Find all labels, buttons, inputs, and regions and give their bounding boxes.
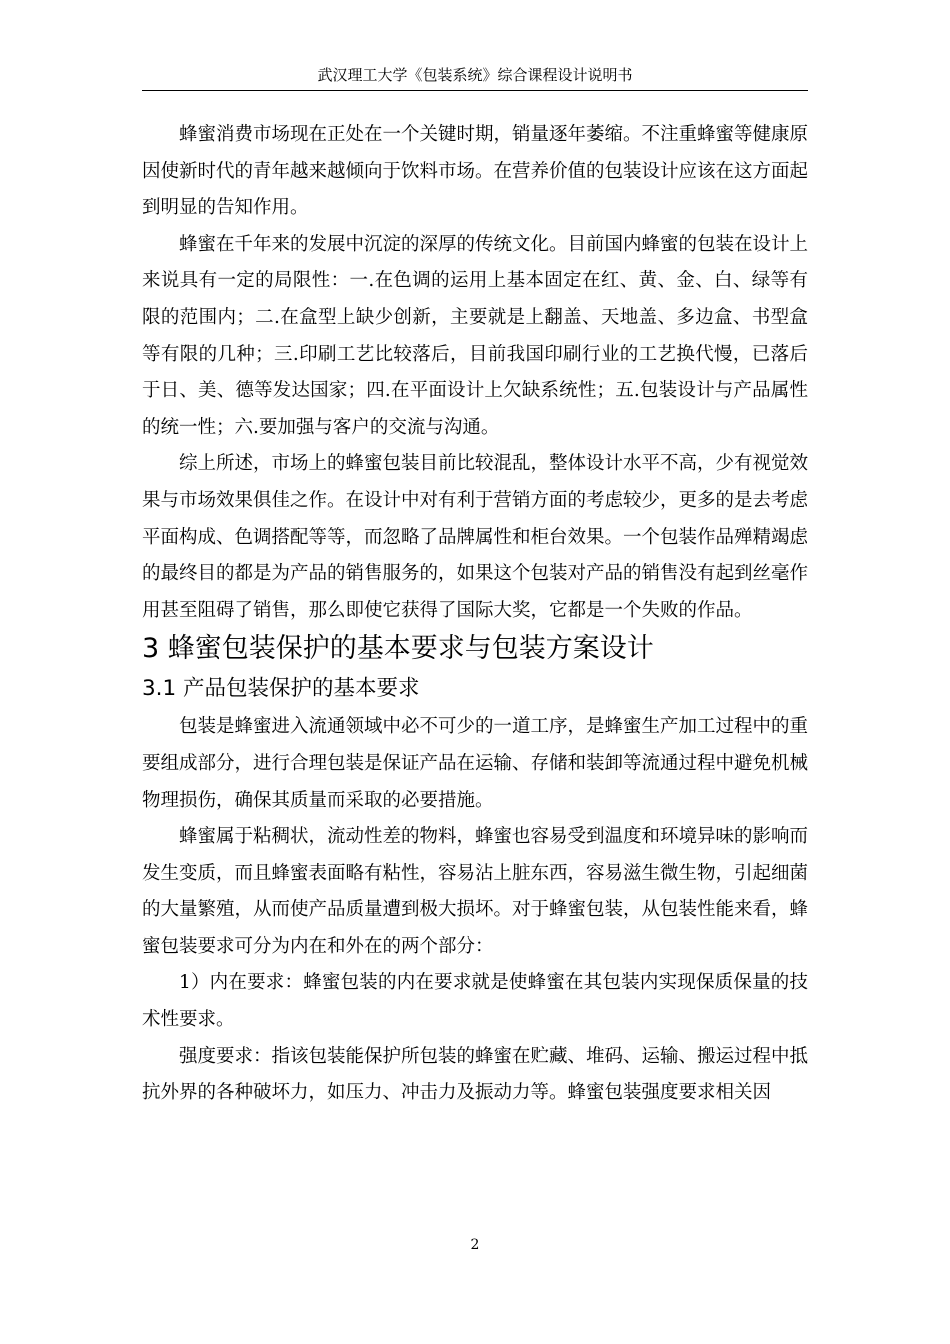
paragraph-honey-properties: 蜂蜜属于粘稠状，流动性差的物料，蜂蜜也容易受到温度和环境异味的影响而发生变质，而且蜂蜜表面略有粘性，容易沾上脏东西，容易滋生微生物，引起细菌的大量繁殖，从而使产品质量遭到极大损坏。对于蜂蜜包装，从包装性能来看，蜂蜜包装要求可分为内在和外在的两个部分：	[142, 826, 809, 957]
paragraph-internal-requirements: 1）内在要求：蜂蜜包装的内在要求就是使蜂蜜在其包装内实现保质保量的技术性要求。	[142, 972, 808, 1031]
paragraph-packaging-importance: 包装是蜂蜜进入流通领域中必不可少的一道工序，是蜂蜜生产加工过程中的重要组成部分，进行合理包装是保证产品在运输、存储和装卸等流通过程中避免机械物理损伤，确保其质量而采取的必要措施。	[142, 716, 809, 811]
section-heading: 3 蜂蜜包装保护的基本要求与包装方案设计	[142, 633, 654, 665]
document-body	[142, 114, 808, 1112]
paragraph-summary: 综上所述，市场上的蜂蜜包装目前比较混乱，整体设计水平不高，少有视觉效果与市场效果俱佳之作。在设计中对有利于营销方面的考虑较少，更多的是去考虑平面构成、色调搭配等等，而忽略了品牌属性和柜台效果。一个包装作品殚精竭虑的最终目的都是为产品的销售服务的，如果这个包装对产品的销售没有起到丝毫作用甚至阻碍了销售，那么即使它获得了国际大奖，它都是一个失败的作品。	[142, 453, 809, 621]
paragraph-strength-requirements: 强度要求：指该包装能保护所包装的蜂蜜在贮藏、堆码、运输、搬运过程中抵抗外界的各种破坏力，如压力、冲击力及振动力等。蜂蜜包装强度要求相关因	[142, 1045, 809, 1104]
paragraph-packaging-limitations: 蜂蜜在千年来的发展中沉淀的深厚的传统文化。目前国内蜂蜜的包装在设计上来说具有一定的局限性：一.在色调的运用上基本固定在红、黄、金、白、绿等有限的范围内；二.在盒型上缺少创新，主要就是上翻盖、天地盖、多边盒、书型盒等有限的几种；三.印刷工艺比较落后，目前我国印刷行业的工艺换代慢，已落后于日、美、德等发达国家；四.在平面设计上欠缺系统性；五.包装设计与产品属性的统一性；六.要加强与客户的交流与沟通。	[142, 233, 809, 438]
subsection-heading: 3.1 产品包装保护的基本要求	[142, 676, 420, 702]
page-header: 武汉理工大学《包装系统》综合课程设计说明书	[142, 64, 808, 91]
page-number: 2	[470, 1237, 480, 1253]
paragraph-market-status: 蜂蜜消费市场现在正处在一个关键时期，销量逐年萎缩。不注重蜂蜜等健康原因使新时代的青年越来越倾向于饮料市场。在营养价值的包装设计应该在这方面起到明显的告知作用。	[142, 124, 809, 219]
